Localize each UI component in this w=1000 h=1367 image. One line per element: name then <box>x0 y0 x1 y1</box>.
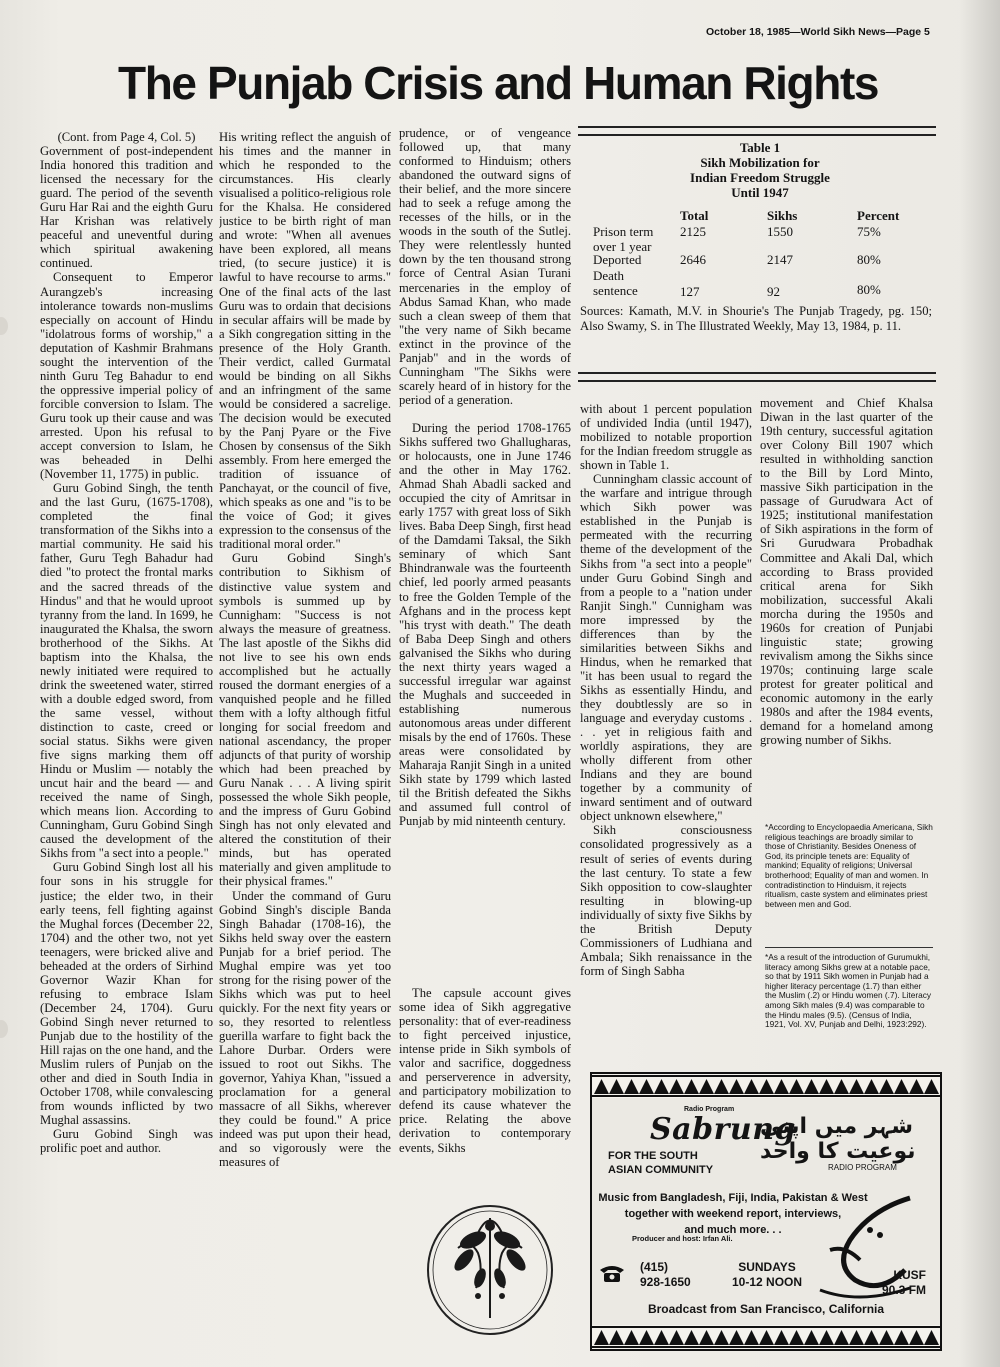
footnote: *According to Encyclopaedia Americana, Sikh religious teachings are broadly similar to those of Christianity. Besides Oneness of God, its principle tenets are: Equality of mankind; Equality of religions; Universal brotherhood; Equality of man and women. In contradistinction to Hinduism, it rejects ritualism, caste system and eliminates priest between men and God. <box>765 822 933 909</box>
table-header: Total <box>680 208 709 223</box>
table-bottom-rule <box>578 372 936 382</box>
article-paragraph: The capsule account gives some idea of Sikh aggregative personality: that of ever-readiness to fight perceived injustice, intense pride in Sikh symbols of valor and sacrifice, doggedness and perserverence in adversity, and participatory mobilization to defend its cause whatever the price. Relating the above derivation to contemporary events, Sikhs <box>399 986 571 1155</box>
article-paragraph: movement and Chief Khalsa Diwan in the last quarter of the 19th century, successful agitation over Colony Bill 1907 which resulted in withholding sanction to the Bill by Lord Minto, massive Sikh participation in the passage of Gurudwara Act of 1925; institutional manifestation of Sikh aspirations in the form of Sri Gurudwara Probadhak Committee and Akali Dal, which according to Brass provided critical arena for Sikh mobilization, successful Akali morcha during the 1950s and 1960s for creation of Punjabi linguistic state; growing revivalism among the Sikhs since 1970s; continuing large scale protest for greater political and economic automony in the early 1980s and after the 1984 events, demand for a homeland among growing number of Sikhs. <box>760 396 933 748</box>
ad-host: Producer and host: Irfan Ali. <box>632 1234 733 1243</box>
row-label-line: over 1 year <box>593 239 652 254</box>
ad-urdu-big: سبرنگ <box>820 1260 823 1261</box>
table-sources: Sources: Kamath, M.V. in Shourie's The Punjab Tragedy, pg. 150; Also Swamy, S. in The Illustrated Weekly, May 13, 1984, p. 11. <box>580 304 932 333</box>
table-title-line: Until 1947 <box>731 185 789 200</box>
table-cell-percent: 80% <box>857 282 881 297</box>
row-label-line: sentence <box>593 283 638 298</box>
table-cell-sikhs: 2147 <box>767 252 793 267</box>
table-title-line: Table 1 <box>739 140 781 155</box>
table-cell-sikhs: 92 <box>767 284 780 299</box>
ad-audience <box>608 1149 713 1177</box>
article-paragraph: Cunningham classic account of the warfare and intrigue through which Sikh power was established in the Punjab is permeated with the recurring theme of the development of the Sikhs from "a sect into a people" under Guru Gobind Singh and from a people to a "nation under Ranjit Singh." Cunnigham was more impressed by the differences than by the similarities between Sikhs and Hindus, when he remarked that "it has been usual to regard the Sikhs as essentially Hindu, and they doubtlessly are so in language and everyday customs . . . yet in religious faith and worldly aspirations, they are wholly different from other Indians and they are bound together by a community of inward sentiment and of outward object unknown elsewhere," <box>580 472 752 824</box>
ad-border-top <box>592 1074 940 1098</box>
table-row-label: Deported <box>593 252 642 267</box>
article-column-1 <box>40 130 213 1345</box>
table-title-line: Indian Freedom Struggle <box>690 170 830 185</box>
table-title <box>640 140 880 200</box>
article-paragraph: prudence, or of vengeance followed up, that many conformed to Hinduism; others abandoned the outward signs of their belief, and the more sincere had to seek a refuge among the recesses of the hills, or in the woods in the south of the Sutlej. They were relentlessly hunted down by the ten thousand strong force of Central Asian Turani mercenaries in the employ of Abdus Samad Khan, who made such a clean sweep of them that "the very name of Sikh became extinct in the province of the Panjab" and in the words of Cunningham "The Sikhs were scarely heard of in history for the period of a generation. <box>399 126 571 407</box>
ad-radio-program-right: RADIO PROGRAM <box>828 1163 897 1172</box>
ad-frequency: 90.3 FM <box>882 1283 927 1297</box>
table-row <box>593 268 933 302</box>
page-shadow <box>960 0 1000 1367</box>
article-paragraph: His writing reflect the anguish of his times and the manner in which he responded to the circumstances. His clearly visualised a politico-religious role for the Khalsa. He considered justice to be birth right of man and wrote: "When all avenues have been explored, all means tried, (to secure justice) it is lawful to have recourse to arms." One of the final acts of the last Guru was to ordain that decisions in secular affairs will be made by a Sikh congregation sitting in the presence of the Holy Granth. Their verdict, called Gurmatal would be binding on all Sikhs and an infringment of the same would be considered a sacrelige. The decision would be executed by the Panj Pyare or the Five Chosen by consensus of the Sikh assembly. From here emerged the tradition of issuance of Panchayat, or the council of five, which speaks as one and "is to be the voice of God; it gives expression to the consensus of the traditional moral order." <box>219 130 391 552</box>
article-paragraph: Guru Gobind Singh lost all his four sons in his struggle for justice; the elder two, in their early teens, fell fighting against the Mughal forces (December 22, 1704) and the other two, not yet teenagers, were bricked alive and beheaded at the orders of Sirhind Governor Wazir Khan for refusing to embrace Islam (December 24, 1704). Guru Gobind Singh never returned to Punjab due to the hostility of the Hill rajas on the one hand, and the Muslim rulers of Punjab on the other and died in South India in October 1708, while convalescing from wounds inflicted by two Mughal assassins. <box>40 860 213 1128</box>
ad-station-name: KUSF <box>893 1268 927 1282</box>
article-column-3 <box>399 126 571 959</box>
ad-border-bottom <box>592 1325 940 1349</box>
table-row-label <box>593 224 653 254</box>
article-paragraph: Guru Gobind Singh was prolific poet and author. <box>40 1127 213 1156</box>
ad-urdu-tagline: شہر میں اپنی نوعیت کا واحد <box>760 1114 916 1164</box>
article-paragraph: Guru Gobind Singh's contribution to Sikhism of distinctive value system and symbols is summed up by Cunnigham: "Success is not always the measure of greatness. The last apostle of the Sikhs did not live to see his own ends accomplished but he actually roused the dormant energies of a vanquished people and he filled them with a lofty although fitful longing for social freedom and national ascendancy, the proper adjuncts of that purity of worship which had been preached by Guru Nanak . . . A living spirit possessed the whole Sikh people, and the impress of Guru Gobind Singh has not only elevated and altered the constitution of their minds, but has operated materially and given amplitude to their physical frames." <box>219 551 391 889</box>
article-paragraph: (Cont. from Page 4, Col. 5) <box>57 130 196 144</box>
ad-time: 10-12 NOON <box>732 1275 803 1289</box>
article-paragraph: Consequent to Emperor Aurangzeb's increasing intolerance towards non-muslims especially on account of Hindu "idolatrous forms of worship," a deputation of Kashmir Brahmans sought the intervention of the ninth Guru Teg Bahadur to end the oppressive imperial policy of forcible conversion to Islam. The Guru took up their cause and was arrested. Upon his refusal to accept conversion to Islam, he was beheaded in Delhi (November 11, 1775) in public. <box>40 270 213 482</box>
ad-description-line: together with weekend report, interviews, <box>624 1208 842 1220</box>
telephone-icon <box>598 1262 626 1284</box>
ad-audience-line: FOR THE SOUTH <box>608 1150 698 1162</box>
article-paragraph: Under the command of Guru Gobind Singh's disciple Banda Singh Bahadar (1708-16), the Sikhs held sway over the eastern Punjab for a brief period. The Mughal empire was yet too strong for the rising power of the Sikhs which was put to heel quickly. For the next fity years or so, they resorted to relentless guerilla warfare to fight back the Lahore Durbar. Orders were issued to root out Sikhs. The governor, Yahiya Khan, "issued a proclamation for a general massacre of all Sikhs, wherever they could be found." A price indeed was put upon their head, and so vigorously were the measures of <box>219 888 391 1170</box>
table-cell-total: 127 <box>680 284 700 299</box>
row-label-line: Prison term <box>593 224 654 239</box>
table-header: Percent <box>857 208 900 223</box>
ad-description-line: and much more. . . <box>684 1224 782 1236</box>
table-cell-total: 2125 <box>680 224 706 239</box>
table-cell-total: 2646 <box>680 252 706 267</box>
article-column-4 <box>580 402 752 1062</box>
article-paragraph: Government of post-independent India honored this tradition and licensed the necessary for the guard. The period of the seventh Guru Har Rai and the eighth Guru Har Krishan was relatively peaceful and uneventful during which spiritual awakening continued. <box>40 144 213 271</box>
khanda-emblem-icon <box>418 1178 558 1343</box>
ad-description-line: Music from Bangladesh, Fiji, India, Pakistan & West <box>598 1192 868 1204</box>
table-top-rule <box>578 126 936 136</box>
binder-hole <box>0 317 8 335</box>
ad-broadcast-location: Broadcast from San Francisco, California <box>647 1302 885 1316</box>
article-paragraph: with about 1 percent population of undivided India (until 1947), mobilized to notable proportion for the Indian freedom struggle as shown in Table 1. <box>580 402 752 473</box>
article-column-5 <box>760 396 933 816</box>
headline: The Punjab Crisis and Human Rights <box>118 57 879 109</box>
table-cell-percent: 80% <box>857 252 881 267</box>
ad-brand: Sabrung <box>650 1112 796 1147</box>
table-cell-percent: 75% <box>857 224 881 239</box>
article-paragraph: Sikh consciousness consolidated progressively as a result of series of events during the last century. To state a few Sikh opposition to cow-slaughter resulting in blowing-up individually of sixty five Sikhs by the British Deputy Commissioners of Ludhiana and Ambala; Sikh renaissance in the form of Singh Sabha <box>580 823 752 978</box>
table-header: Sikhs <box>767 208 798 223</box>
article-paragraph: During the period 1708-1765 Sikhs suffered two Ghallugharas, or holocausts, one in June 1746 and the other in May 1762. Ahmad Shah Abadli sacked and occupied the city of Amritsar in early 1757 with great loss of Sikh lives. Baba Deep Singh, first head of the Damdami Taksal, the Sikh seminary of which Sant Bhindranwale was the fourteenth chief, led poorly armed peasants to free the Golden Temple of the Afghans and in the process kept "his tryst with death." The death of Baba Deep Singh and others galvanised the Sikhs who during the next thirty years waged a successful irregular war against the Mughals and succeeded in establishing numerous autonomous areas under different misals by the end of 1760s. These areas were consolidated by Maharaja Ranjit Singh in a united Sikh state by 1799 which lasted til the British defeated the Sikhs and assumed full control of Punjab by mid ninteenth century. <box>399 420 571 829</box>
ad-day: SUNDAYS <box>738 1260 796 1274</box>
dateline: October 18, 1985—World Sikh News—Page 5 <box>706 26 930 38</box>
article-paragraph: Guru Gobind Singh, the tenth and the last Guru, (1675-1708), completed the final transformation of the Sikhs into a martial community. He said his father, Guru Tegh Bahadur had died "to protect the frontal marks and the sacred threads of the Hindus" and that he would uproot tyranny from the land. In 1699, he inaugurated the Khalsa, the sworn brotherhood of the Sikhs. At baptism into the Khalsa, the newly initiated were required to drink the sweetened water, stirred with a double edged sword, from the same vessel, without distinction to caste, creed or social status. Sikhs were given five signs marking them off Hindu or Muslim — notably the uncut hair and the beard — and received the name of Singh, which means lion. According to Cunningham, Guru Gobind Singh caused the development of the Sikhs from "a sect into a people." <box>40 481 213 861</box>
ad-station <box>882 1268 926 1298</box>
row-label-line: Death <box>593 268 625 283</box>
binder-hole <box>0 1020 8 1038</box>
ad-phone-area: (415) <box>640 1260 669 1274</box>
ad-radio-program-label: Radio Program <box>684 1106 735 1113</box>
table-row-label <box>593 268 638 298</box>
footnote-divider <box>765 947 933 948</box>
article-column-3-lower <box>399 986 571 1176</box>
ad-phone-number: 928-1650 <box>640 1275 691 1289</box>
table-cell-sikhs: 1550 <box>767 224 793 239</box>
sabrung-radio-ad <box>590 1072 942 1351</box>
ad-schedule <box>732 1260 802 1290</box>
ad-audience-line: ASIAN COMMUNITY <box>608 1164 714 1176</box>
article-column-2 <box>219 130 391 1345</box>
table-title-line: Sikh Mobilization for <box>700 155 820 170</box>
ad-phone <box>640 1260 691 1290</box>
footnote: *As a result of the introduction of Gurumukhi, literacy among Sikhs grew at a notable pace, so that by 1911 Sikh women in Punjab had a higher literacy percentage (1.7) than either the Muslim (.2) or Hindu women (.7). Literacy among Sikh males (9.4) was comparable to the Hindu males (9.5). (Census of India, 1921, Vol. XV, Punjab and Delhi, 1923:292). <box>765 952 931 1030</box>
